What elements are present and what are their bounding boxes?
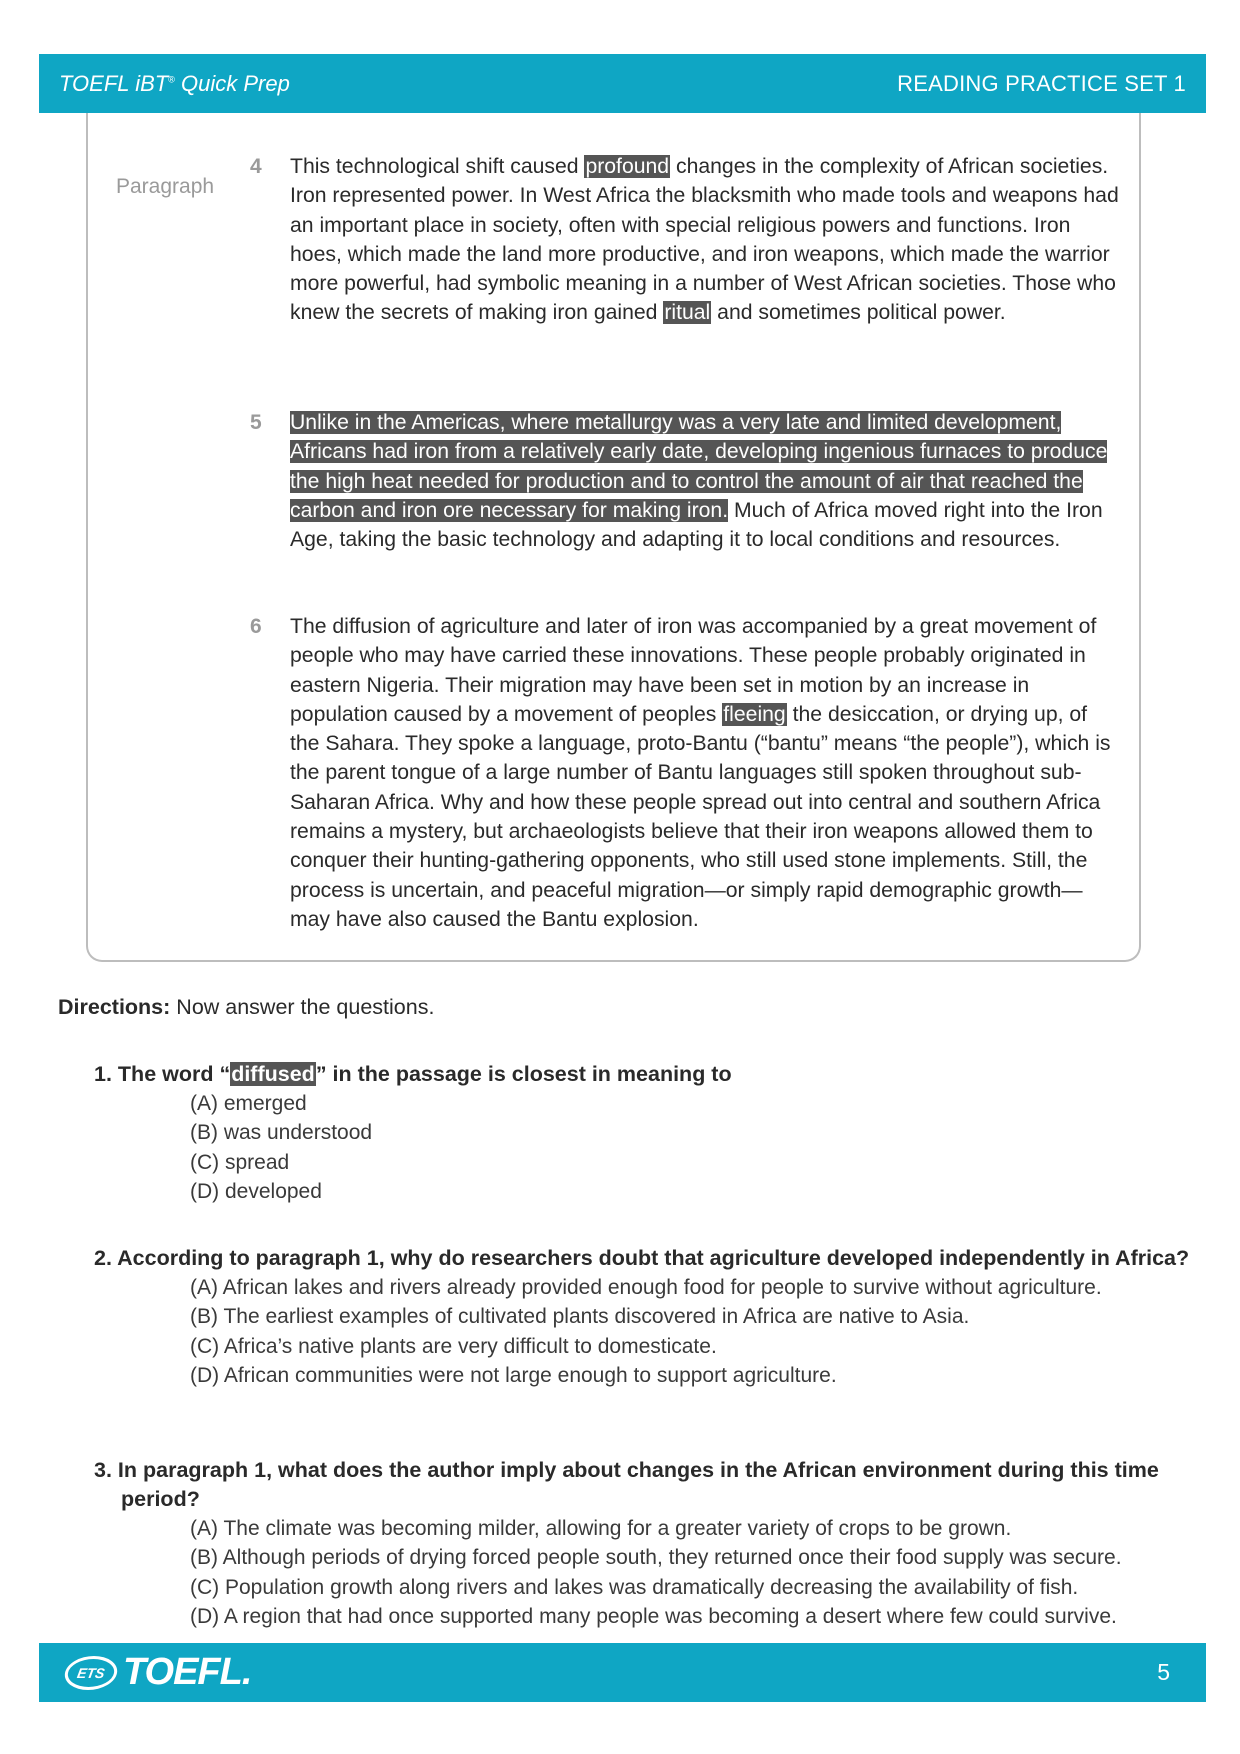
page-number: 5 [1157,1659,1170,1685]
question-stem [94,1456,1204,1514]
paragraph-text: Much of Africa moved right into the Iron Age, taking the basic technology and adapting it to local conditions and resources. [290,498,1103,552]
answer-option[interactable]: (C) Population growth along rivers and lakes was dramatically decreasing the availability of fish. [190,1575,1079,1599]
stem-text: In paragraph 1, what does the author imply about changes in the African environment during this time period? [117,1458,1159,1511]
footer-bar [39,1643,1206,1702]
highlighted-sentence: Unlike in the Americas, where metallurgy was a very late and limited development, Africans had iron from a relatively early date, developing ingenious furnaces to produce the high heat needed for production and to control the amount of air that reached the carbon and iron ore necessary for making iron. [290,411,1108,522]
question-number: 3. [94,1458,112,1482]
answer-option[interactable]: (B) Although periods of drying forced people south, they returned once their food supply was secure. [190,1546,1122,1570]
highlighted-word-fleeing: fleeing [723,702,786,726]
answer-option[interactable]: (B) The earliest examples of cultivated plants discovered in Africa are native to Asia. [190,1305,970,1329]
answer-options [94,1273,1204,1390]
paragraph-text: changes in the complexity of African societies. Iron represented power. In West Africa the blacksmith who made tools and weapons had an important place in society, often with special religious powers and functions. Iron hoes, which made the land more productive, and iron weapons, which made the warrior more powerful, had symbolic meaning in a number of West African societies. Those who knew the secrets of making iron gained [290,155,1119,325]
question-1 [94,1060,1204,1206]
paragraph-text: the desiccation, or drying up, of the Sahara. They spoke a language, proto-Bantu (“bantu” means “the people”), which is the parent tongue of a large number of Bantu languages still spoken throughout sub-Saharan Africa. Why and how these people spread out into central and southern Africa remains a mystery, but archaeologists believe that their iron weapons allowed them to conquer their hunting-gathering opponents, who still used stone implements. Still, the process is uncertain, and peaceful migration—or simply rapid demographic growth—may have also caused the Bantu explosion. [290,702,1111,931]
section-title: READING PRACTICE SET 1 [897,70,1186,96]
answer-option[interactable]: (A) The climate was becoming milder, allowing for a greater variety of crops to be grown. [190,1517,1012,1540]
paragraph-4 [250,152,1120,328]
directions [58,995,434,1020]
question-stem [94,1060,1204,1089]
answer-options [94,1089,1204,1206]
paragraph-6 [250,612,1120,934]
paragraph-number: 5 [250,411,262,434]
highlighted-word-profound: profound [585,155,670,178]
question-stem [94,1244,1204,1273]
question-number: 2. [94,1246,112,1270]
stem-text: According to paragraph 1, why do researchers doubt that agriculture developed independently in Africa? [117,1246,1190,1270]
paragraph-label: Paragraph [116,175,215,198]
toefl-logo [65,1651,251,1694]
answer-option[interactable]: (C) Africa’s native plants are very difficult to domesticate. [190,1334,717,1358]
question-2 [94,1244,1204,1390]
directions-label: Directions: [58,995,171,1019]
ets-logo-icon: ETS [62,1656,120,1690]
question-number: 1. [94,1062,112,1086]
stem-text: ” in the passage is closest in meaning to [315,1062,732,1086]
answer-option[interactable]: (A) African lakes and rivers already provided enough food for people to survive without agriculture. [190,1276,1102,1299]
answer-option[interactable]: (C) spread [190,1150,290,1174]
answer-option[interactable]: (A) emerged [190,1092,307,1115]
paragraph-text: and sometimes political power. [711,301,1006,325]
answer-option[interactable]: (D) developed [190,1179,322,1203]
header-bar [39,54,1206,113]
toefl-wordmark: TOEFL. [123,1651,252,1693]
doc-title [59,71,290,97]
doc-title-main: TOEFL iBT [59,70,169,96]
paragraph-number: 4 [250,155,262,178]
paragraph-text: This technological shift caused [290,155,585,178]
answer-option[interactable]: (D) African communities were not large enough to support agriculture. [190,1363,837,1387]
answer-options [94,1514,1204,1631]
question-3 [94,1456,1204,1631]
paragraph-text: The diffusion of agriculture and later of iron was accompanied by a great movement of people who may have carried these innovations. These people probably originated in eastern Nigeria. Their migration may have been set in motion by an increase in population caused by a movement of peoples [290,615,1097,726]
directions-text: Now answer the questions. [170,995,435,1019]
registered-mark: ® [168,74,175,85]
answer-option[interactable]: (B) was understood [190,1121,373,1145]
paragraph-number: 6 [250,615,262,638]
doc-title-suffix: Quick Prep [180,70,290,96]
stem-text: The word “ [117,1062,231,1086]
answer-option[interactable]: (D) A region that had once supported many people was becoming a desert where few could survive. [190,1604,1117,1628]
highlighted-word-ritual: ritual [664,301,711,325]
paragraph-5 [250,408,1120,554]
highlighted-word-diffused: diffused [231,1062,315,1086]
